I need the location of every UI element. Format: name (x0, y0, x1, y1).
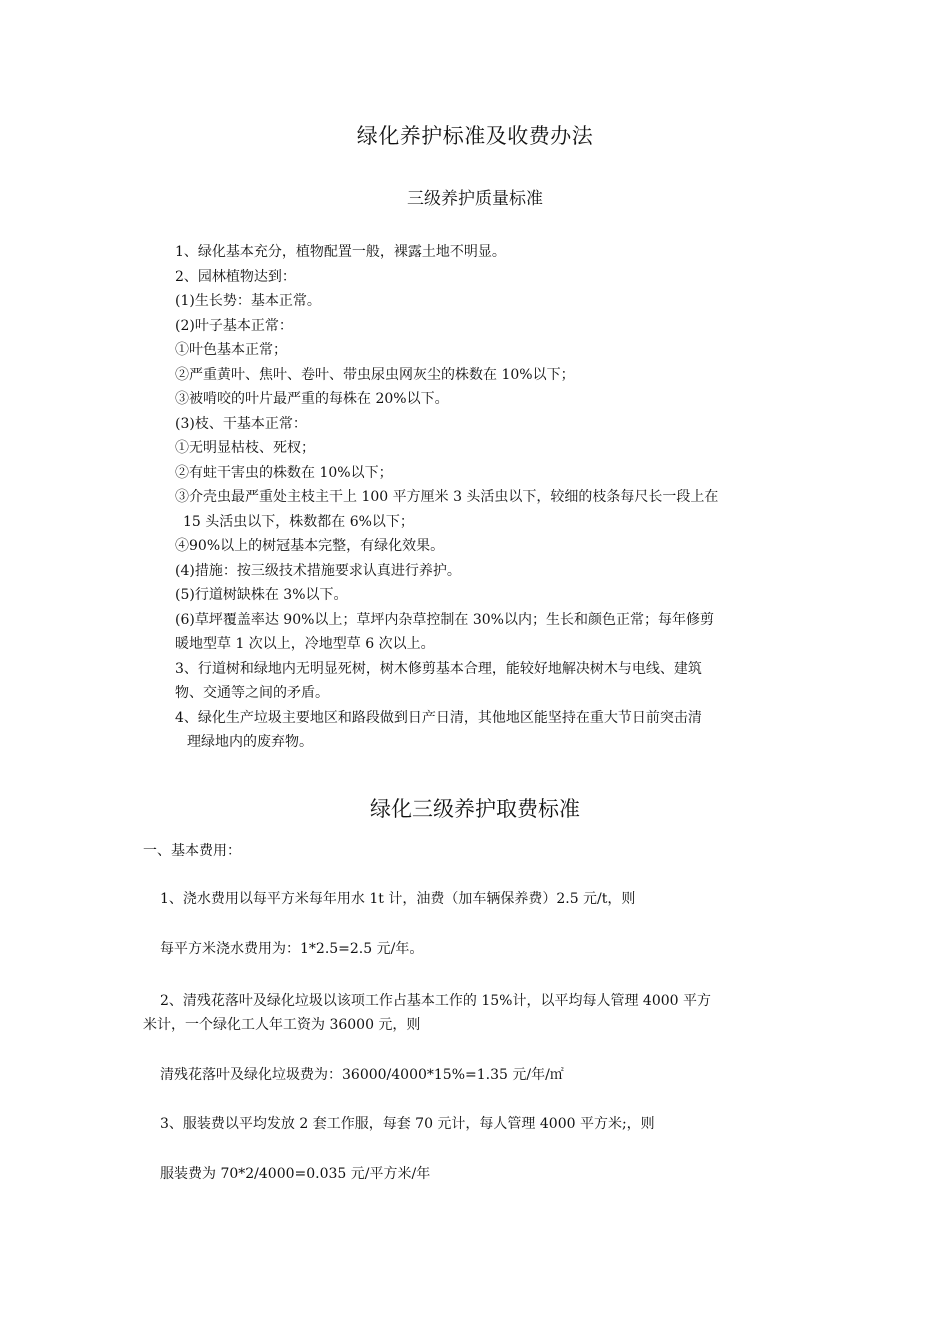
list-item: ②有蛀干害虫的株数在 10%以下； (175, 464, 393, 481)
list-item: 1、绿化基本充分，植物配置一般，裸露土地不明显。 (175, 244, 506, 260)
list-item: ①无明显枯枝、死杈； (175, 440, 315, 456)
section-heading: 一、基本费用： (143, 843, 241, 859)
list-item: ④90%以上的树冠基本完整，有绿化效果。 (175, 538, 445, 554)
list-item: (1)生长势：基本正常。 (175, 293, 321, 309)
list-item: 3、行道树和绿地内无明显死树，树木修剪基本合理，能较好地解决树木与电线、建筑 (175, 660, 702, 677)
list-item: ①叶色基本正常； (175, 342, 287, 358)
document-title: 绿化养护标准及收费办法 (356, 124, 594, 148)
list-item-continuation: 暖地型草 1 次以上，冷地型草 6 次以上。 (175, 636, 435, 652)
list-item: (6)草坪覆盖率达 90%以上；草坪内杂草控制在 30%以内；生长和颜色正常；每年修剪 (175, 611, 714, 628)
section-subtitle: 三级养护质量标准 (407, 189, 543, 209)
list-item: 4、绿化生产垃圾主要地区和路段做到日产日清，其他地区能坚持在重大节日前突击清 (175, 709, 702, 726)
list-item: ③被啃咬的叶片最严重的每株在 20%以下。 (175, 391, 449, 407)
list-item: ②严重黄叶、焦叶、卷叶、带虫尿虫网灰尘的株数在 10%以下； (175, 366, 575, 383)
paragraph: 服装费为 70*2/4000=0.035 元/平方米/年 (160, 1166, 431, 1182)
list-item: (4)措施：按三级技术措施要求认真进行养护。 (175, 562, 461, 579)
list-item: (2)叶子基本正常： (175, 317, 293, 334)
standards-list (175, 240, 815, 755)
fee-standard-title: 绿化三级养护取费标准 (370, 797, 580, 821)
paragraph: 每平方米浇水费用为：1*2.5=2.5 元/年。 (160, 941, 424, 957)
list-item: 2、园林植物达到： (175, 268, 296, 285)
list-item: ③介壳虫最严重处主枝主干上 100 平方厘米 3 头活虫以下，较细的枝条每尺长一段上在 (175, 489, 719, 505)
list-item: (5)行道树缺株在 3%以下。 (175, 587, 348, 603)
paragraph: 2、清残花落叶及绿化垃圾以该项工作占基本工作的 15%计，以平均每人管理 4000 平方 (160, 993, 712, 1009)
paragraph: 清残花落叶及绿化垃圾费为：36000/4000*15%=1.35 元/年/㎡ (160, 1067, 564, 1083)
list-item-continuation: 物、交通等之间的矛盾。 (175, 685, 329, 701)
paragraph: 3、服装费以平均发放 2 套工作服，每套 70 元计，每人管理 4000 平方米;，则 (160, 1116, 655, 1132)
list-item: (3)枝、干基本正常： (175, 415, 307, 432)
paragraph-continuation: 米计，一个绿化工人年工资为 36000 元，则 (143, 1017, 421, 1033)
list-item-continuation: 15 头活虫以下，株数都在 6%以下； (183, 513, 414, 530)
paragraph: 1、浇水费用以每平方米每年用水 1t 计，油费（加车辆保养费）2.5 元/t，则 (160, 891, 636, 907)
list-item-continuation: 理绿地内的废弃物。 (187, 734, 313, 750)
